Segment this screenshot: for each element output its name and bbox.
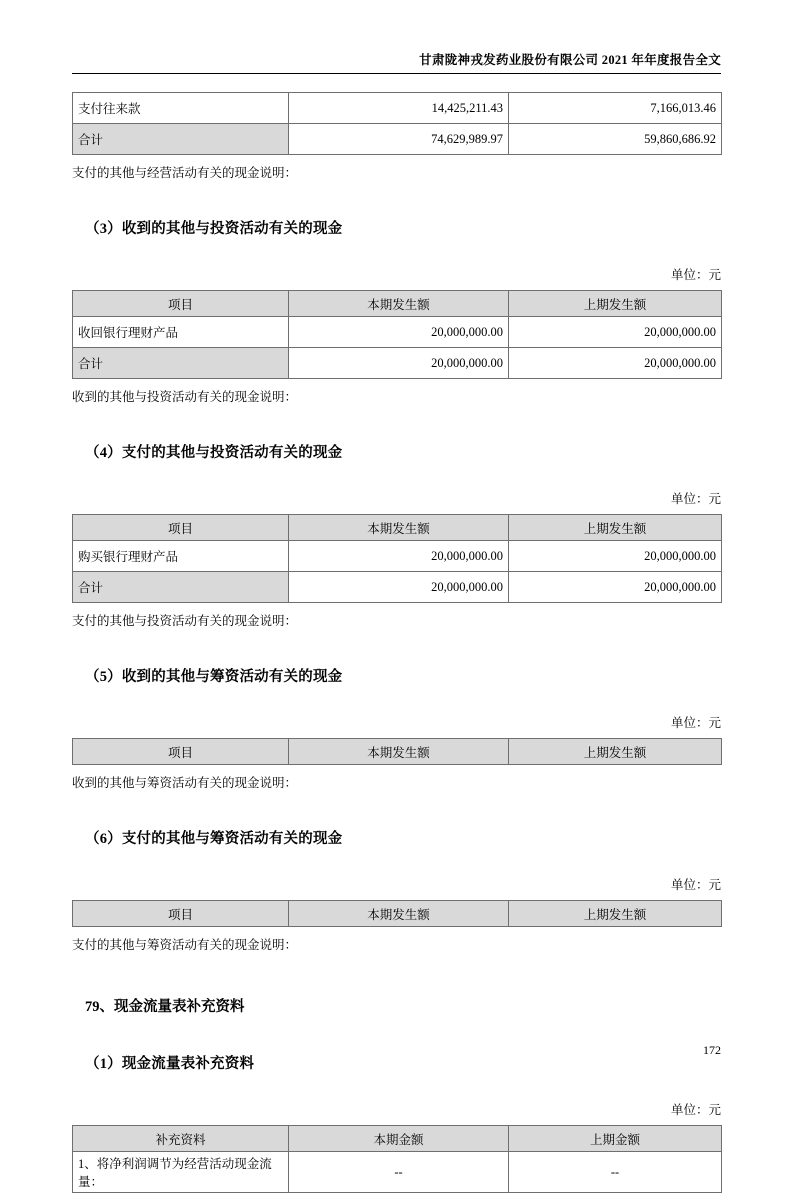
note-section-3: 收到的其他与投资活动有关的现金说明： <box>72 390 298 404</box>
table-operating-cash-paid-continued <box>72 92 722 155</box>
table-header-row <box>73 1126 722 1152</box>
col-header-previous: 上期发生额 <box>509 739 722 765</box>
heading-section-3: （3）收到的其他与投资活动有关的现金 <box>85 221 343 237</box>
col-header-previous: 上期发生额 <box>509 515 722 541</box>
col-header-current: 本期发生额 <box>289 515 509 541</box>
unit-label: 单位：元 <box>670 268 721 282</box>
table-row-total <box>73 348 722 379</box>
cell-item: 收回银行理财产品 <box>73 317 289 348</box>
col-header-item: 项目 <box>73 901 289 927</box>
col-header-previous: 上期发生额 <box>509 901 722 927</box>
note-operating-cash-paid: 支付的其他与经营活动有关的现金说明： <box>72 166 298 180</box>
table-row <box>73 317 722 348</box>
cell-previous-amount: 20,000,000.00 <box>509 541 722 572</box>
heading-79-supplement: 79、现金流量表补充资料 <box>85 999 245 1015</box>
table-header-row <box>73 291 722 317</box>
cell-total-label: 合计 <box>73 348 289 379</box>
heading-section-6: （6）支付的其他与筹资活动有关的现金 <box>85 831 343 847</box>
col-header-supplement: 补充资料 <box>73 1126 289 1152</box>
cell-previous-amount: 20,000,000.00 <box>509 348 722 379</box>
col-header-item: 项目 <box>73 291 289 317</box>
table-header-row <box>73 739 722 765</box>
col-header-current: 本期发生额 <box>289 739 509 765</box>
table-row <box>73 541 722 572</box>
table-financing-cash-paid <box>72 900 722 927</box>
table-row-total <box>73 124 722 155</box>
cell-total-label: 合计 <box>73 124 289 155</box>
page-number: 172 <box>703 1043 721 1057</box>
heading-section-5: （5）收到的其他与筹资活动有关的现金 <box>85 669 343 685</box>
unit-label: 单位：元 <box>670 1103 721 1117</box>
table-cash-flow-supplement <box>72 1125 722 1193</box>
col-header-previous: 上期金额 <box>509 1126 722 1152</box>
cell-item: 支付往来款 <box>73 93 289 124</box>
table-row-total <box>73 572 722 603</box>
note-section-6: 支付的其他与筹资活动有关的现金说明： <box>72 938 298 952</box>
heading-section-4: （4）支付的其他与投资活动有关的现金 <box>85 445 343 461</box>
cell-current-amount: 14,425,211.43 <box>289 93 509 124</box>
note-section-4: 支付的其他与投资活动有关的现金说明： <box>72 614 298 628</box>
table-investing-cash-paid <box>72 514 722 603</box>
col-header-previous: 上期发生额 <box>509 291 722 317</box>
cell-previous-amount: 7,166,013.46 <box>509 93 722 124</box>
table-investing-cash-received <box>72 290 722 379</box>
table-row <box>73 93 722 124</box>
unit-label: 单位：元 <box>670 716 721 730</box>
cell-previous-amount: -- <box>509 1152 722 1193</box>
unit-label: 单位：元 <box>670 878 721 892</box>
cell-current-amount: 20,000,000.00 <box>289 541 509 572</box>
table-header-row <box>73 515 722 541</box>
heading-supplement-sub: （1）现金流量表补充资料 <box>85 1056 255 1072</box>
col-header-item: 项目 <box>73 515 289 541</box>
cell-current-amount: -- <box>289 1152 509 1193</box>
cell-item: 购买银行理财产品 <box>73 541 289 572</box>
col-header-current: 本期发生额 <box>289 901 509 927</box>
col-header-current: 本期发生额 <box>289 291 509 317</box>
table-financing-cash-received <box>72 738 722 765</box>
cell-item: 1、将净利润调节为经营活动现金流量： <box>73 1152 289 1193</box>
cell-previous-amount: 59,860,686.92 <box>509 124 722 155</box>
page-header-title: 甘肃陇神戎发药业股份有限公司 2021 年年度报告全文 <box>72 50 721 74</box>
cell-current-amount: 20,000,000.00 <box>289 317 509 348</box>
cell-current-amount: 20,000,000.00 <box>289 348 509 379</box>
col-header-item: 项目 <box>73 739 289 765</box>
cell-previous-amount: 20,000,000.00 <box>509 572 722 603</box>
cell-previous-amount: 20,000,000.00 <box>509 317 722 348</box>
cell-current-amount: 20,000,000.00 <box>289 572 509 603</box>
table-header-row <box>73 901 722 927</box>
cell-current-amount: 74,629,989.97 <box>289 124 509 155</box>
col-header-current: 本期金额 <box>289 1126 509 1152</box>
table-row <box>73 1152 722 1193</box>
note-section-5: 收到的其他与筹资活动有关的现金说明： <box>72 776 298 790</box>
unit-label: 单位：元 <box>670 492 721 506</box>
cell-total-label: 合计 <box>73 572 289 603</box>
